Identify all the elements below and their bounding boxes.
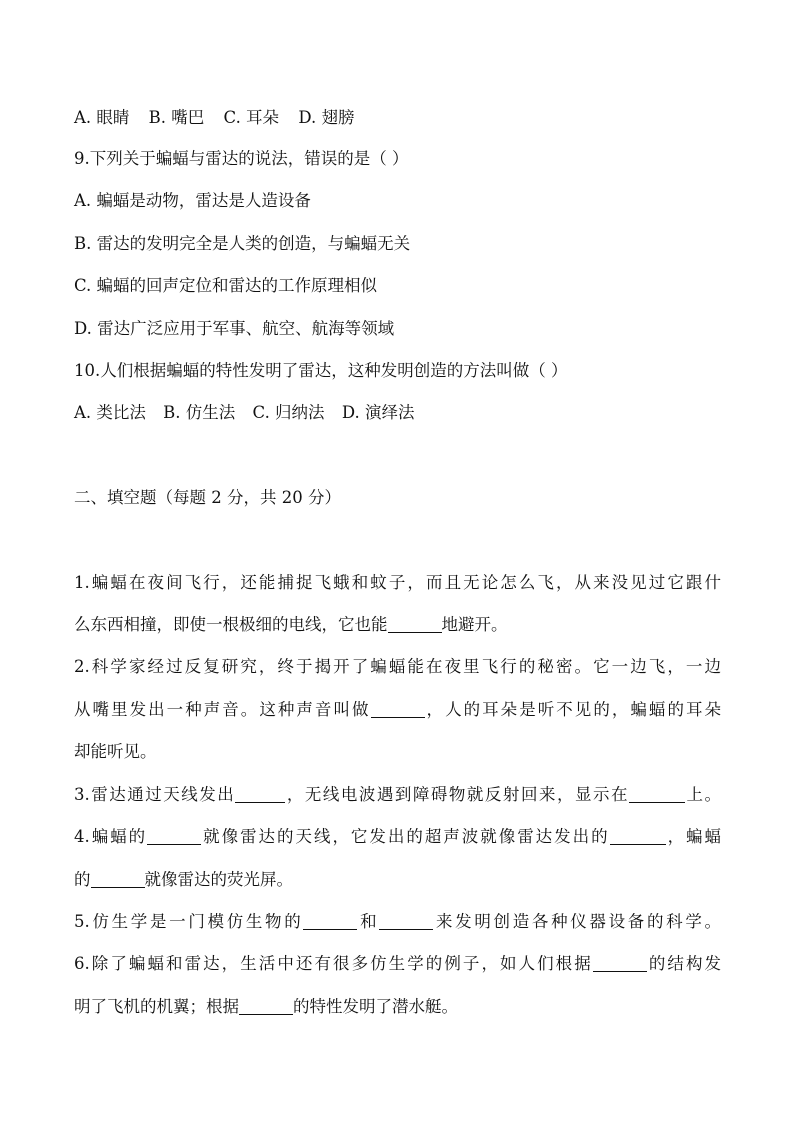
- fill-q2-text-b: ，人的耳朵是听不见的，蝙蝠的耳朵: [424, 700, 721, 719]
- fill-q3-text-b: ，无线电波遇到障碍物就反射回来，显示在: [285, 785, 629, 804]
- fill-q4-blank-2[interactable]: [610, 826, 666, 845]
- fill-q5-blank-1[interactable]: [303, 911, 357, 930]
- fill-q2-text-a: 从嘴里发出一种声音。这种声音叫做: [74, 700, 371, 719]
- q10-option-c: C. 归纳法: [252, 403, 325, 422]
- fill-q6-line1: [74, 953, 721, 975]
- q9-option-a: A. 蝙蝠是动物，雷达是人造设备: [74, 191, 311, 210]
- fill-q6-blank-2[interactable]: [239, 996, 293, 1015]
- q10-option-d: D. 演绎法: [341, 403, 415, 422]
- fill-q1-text-b: 地避开。: [441, 615, 508, 634]
- fill-q1-line2: [74, 614, 508, 636]
- fill-q6-text-a: 6.除了蝙蝠和雷达，生活中还有很多仿生学的例子，如人们根据: [74, 954, 593, 973]
- fill-q4-blank-3[interactable]: [91, 869, 145, 888]
- q8-option-c: C. 耳朵: [223, 108, 280, 127]
- fill-q3-blank-2[interactable]: [629, 784, 685, 803]
- q8-option-a: A. 眼睛: [74, 108, 130, 127]
- q9-option-c: C. 蝙蝠的回声定位和雷达的工作原理相似: [74, 276, 378, 295]
- fill-q3-blank-1[interactable]: [235, 784, 285, 803]
- fill-q4-text-e: 就像雷达的荧光屏。: [144, 870, 293, 889]
- fill-q5-line1: [74, 911, 721, 933]
- fill-q4-text-a: 4.蝙蝠的: [74, 827, 148, 846]
- fill-q4-line1: [74, 826, 721, 848]
- fill-q3-text-c: 上。: [685, 785, 722, 804]
- q9-option-d: D. 雷达广泛应用于军事、航空、航海等领域: [74, 319, 395, 338]
- section2-heading: 二、填空题（每题 2 分，共 20 分）: [74, 488, 341, 507]
- fill-q6-text-b: 的结构发: [646, 954, 721, 973]
- fill-q2-line3: 却能听见。: [74, 742, 157, 761]
- fill-q2-blank[interactable]: [371, 699, 425, 718]
- fill-q3-line1: [74, 784, 721, 806]
- fill-q4-text-b: 就像雷达的天线，它发出的超声波就像雷达发出的: [201, 827, 610, 846]
- fill-q1-text-a: 么东西相撞，即使一根极细的电线，它也能: [74, 615, 388, 634]
- fill-q3-text-a: 3.雷达通过天线发出: [74, 785, 236, 804]
- fill-q5-text-b: 和: [357, 912, 380, 931]
- q10-option-a: A. 类比法: [74, 403, 146, 422]
- q9-stem: 9.下列关于蝙蝠与雷达的说法，错误的是（ ）: [74, 149, 409, 168]
- q8-option-d: D. 翅膀: [298, 108, 355, 127]
- q8-option-b: B. 嘴巴: [148, 108, 205, 127]
- fill-q5-text-a: 5.仿生学是一门模仿生物的: [74, 912, 304, 931]
- fill-q1-blank[interactable]: [388, 614, 442, 633]
- fill-q2-line1: 2.科学家经过反复研究，终于揭开了蝙蝠能在夜里飞行的秘密。它一边飞，一边: [74, 657, 721, 676]
- fill-q1-line1: 1.蝙蝠在夜间飞行，还能捕捉飞蛾和蚊子，而且无论怎么飞，从来没见过它跟什: [74, 573, 721, 592]
- fill-q6-text-d: 的特性发明了潜水艇。: [293, 997, 458, 1016]
- fill-q6-blank-1[interactable]: [593, 953, 647, 972]
- q8-options: [74, 107, 354, 129]
- fill-q6-line2: [74, 996, 458, 1018]
- q9-option-b: B. 雷达的发明完全是人类的创造，与蝙蝠无关: [74, 234, 411, 253]
- fill-q4-text-c: ，蝙蝠: [665, 827, 722, 846]
- fill-q4-line2: [74, 869, 293, 891]
- q10-option-b: B. 仿生法: [163, 403, 236, 422]
- fill-q6-text-c: 明了飞机的机翼；根据: [74, 997, 239, 1016]
- q10-stem: 10.人们根据蝙蝠的特性发明了雷达，这种发明创造的方法叫做（ ）: [74, 361, 568, 380]
- q10-options: [74, 402, 414, 424]
- fill-q2-line2: [74, 699, 721, 721]
- fill-q5-blank-2[interactable]: [379, 911, 433, 930]
- fill-q4-blank-1[interactable]: [147, 826, 201, 845]
- fill-q4-text-d: 的: [74, 870, 91, 889]
- fill-q5-text-c: 来发明创造各种仪器设备的科学。: [433, 912, 722, 931]
